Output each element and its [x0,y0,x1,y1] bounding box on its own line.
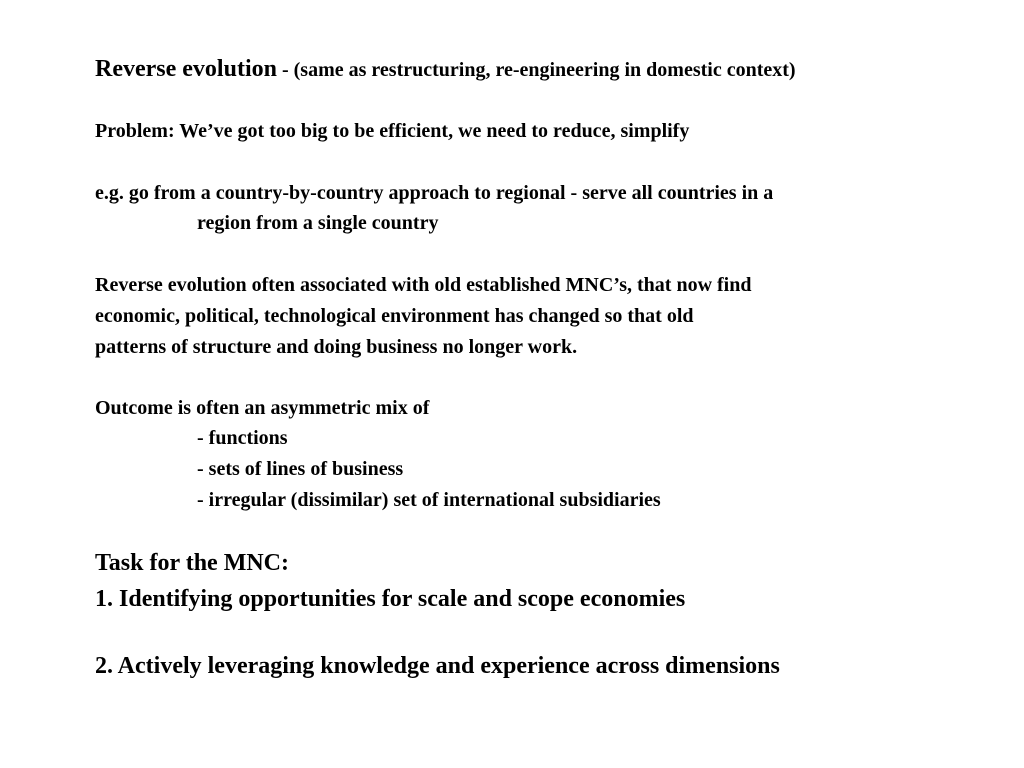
heading-title: Reverse evolution [95,56,277,82]
heading-subtitle: - (same as restructuring, re-engineering in domestic context) [276,59,796,81]
example-line-2: region from a single country [197,212,439,234]
heading-line [95,57,796,81]
context-line-2: economic, political, technological environment has changed so that old [95,305,694,327]
outcome-item: - irregular (dissimilar) set of international subsidiaries [197,489,661,511]
task-item: 1. Identifying opportunities for scale and scope economies [95,586,686,612]
context-line-1: Reverse evolution often associated with old established MNC’s, that now find [95,274,752,296]
problem-text: Problem: We’ve got too big to be efficient, we need to reduce, simplify [95,120,690,142]
outcome-item: - sets of lines of business [197,458,404,480]
context-line-3: patterns of structure and doing business no longer work. [95,336,578,358]
task-heading: Task for the MNC: [95,550,290,576]
outcome-intro: Outcome is often an asymmetric mix of [95,397,430,419]
example-line-1: e.g. go from a country-by-country approach to regional - serve all countries in a [95,182,774,204]
outcome-item: - functions [197,427,288,449]
task-item: 2. Actively leveraging knowledge and experience across dimensions [95,653,780,679]
